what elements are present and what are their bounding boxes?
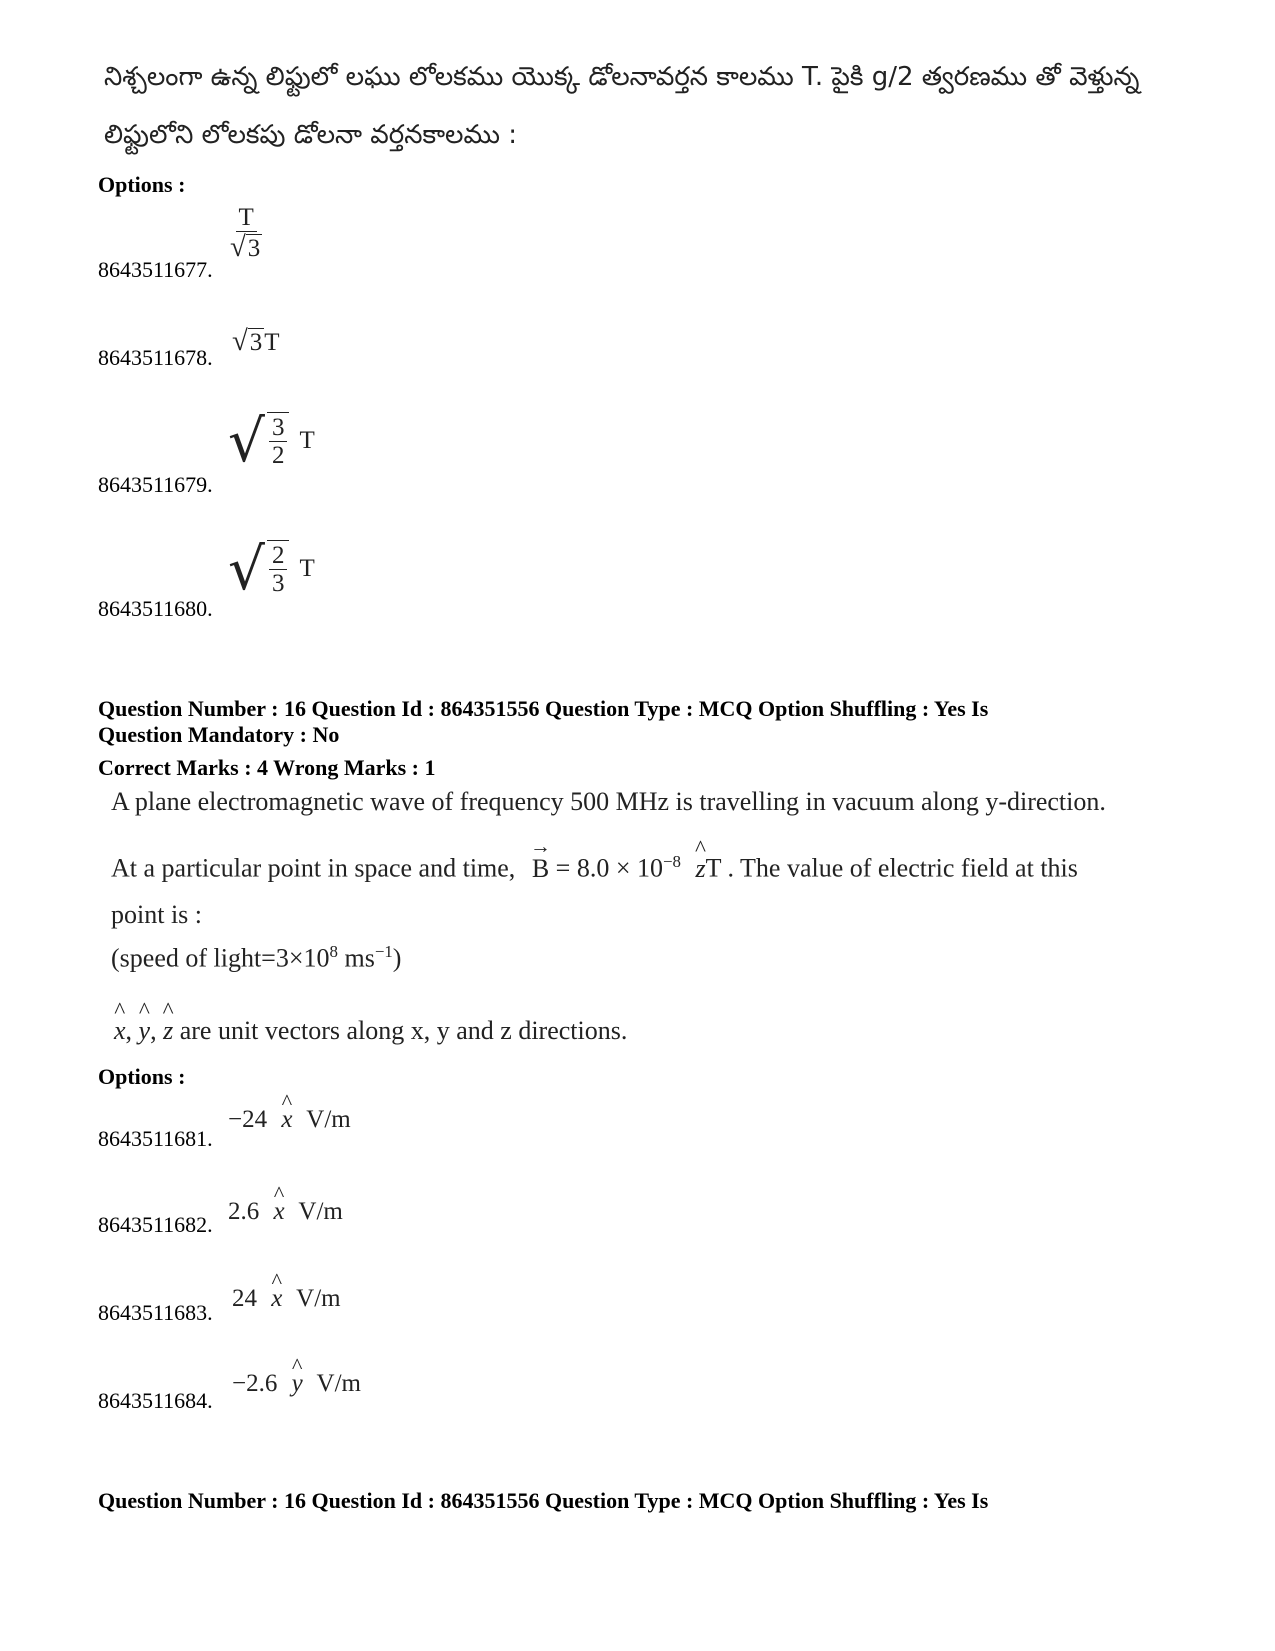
- option-value: [232, 1370, 361, 1398]
- sqrt-icon: √: [232, 325, 248, 357]
- body-text: ms: [337, 943, 375, 973]
- option-suffix: T: [299, 555, 315, 582]
- option-value: [228, 407, 315, 475]
- body-text: (speed of light=3×10: [111, 943, 330, 973]
- exponent: −1: [374, 942, 393, 961]
- unit-vector-x: ^ x: [114, 1016, 126, 1046]
- vector-b-symbol: → B: [532, 854, 549, 884]
- option-value: [230, 205, 262, 264]
- option-coef: 24: [232, 1285, 257, 1312]
- option-value: [232, 1285, 341, 1313]
- fraction-denominator: 2: [271, 442, 285, 470]
- sqrt-icon: √: [228, 535, 265, 603]
- option-suffix: V/m: [298, 1198, 343, 1225]
- option-suffix: V/m: [316, 1370, 361, 1397]
- fraction-denominator: 3: [247, 235, 261, 263]
- radicand: 3: [249, 329, 263, 356]
- option-id: 8643511684.: [98, 1388, 213, 1413]
- question-body-line3: point is :: [111, 900, 203, 929]
- unit-vector-z: ^ z: [695, 854, 705, 884]
- option-unit-vector: ^ x: [281, 1106, 292, 1134]
- body-text: ): [392, 943, 402, 973]
- options-label: Options :: [98, 172, 186, 197]
- exponent: 8: [329, 942, 338, 961]
- question-text-line1: నిశ్చలంగా ఉన్న లిఫ్టులో లఘు లోలకము యొక్క డోలనావర్తన కాలము T. పైకి g/2 త్వరణము తో వెళ్తున్న: [104, 62, 1140, 92]
- exponent: −8: [662, 852, 681, 871]
- next-question-meta-line1: Question Number : 16 Question Id : 864351556 Question Type : MCQ Option Shuffling : Yes Is: [98, 1488, 989, 1513]
- unit-vector-y: ^ y: [139, 1016, 151, 1046]
- option-unit-vector: ^ x: [274, 1198, 285, 1226]
- option-suffix: T: [299, 427, 315, 454]
- option-suffix: T: [264, 329, 280, 356]
- option-suffix: V/m: [306, 1106, 351, 1133]
- question-body-line2: [111, 852, 1078, 884]
- option-id: 8643511679.: [98, 472, 213, 497]
- options-label: Options :: [98, 1064, 186, 1089]
- option-value: [228, 1198, 343, 1226]
- option-value: [228, 535, 315, 603]
- question-body-line1: A plane electromagnetic wave of frequency 500 MHz is travelling in vacuum along y-direction.: [111, 787, 1106, 816]
- option-coef: −24: [228, 1106, 268, 1133]
- option-value: [232, 325, 280, 358]
- option-id: 8643511681.: [98, 1126, 213, 1151]
- fraction-numerator: T: [236, 205, 257, 232]
- question-meta-line2: Question Mandatory : No: [98, 722, 340, 747]
- option-unit-vector: ^ y: [292, 1370, 303, 1398]
- option-id: 8643511678.: [98, 345, 213, 370]
- sqrt-icon: √: [230, 231, 246, 264]
- body-text: are unit vectors along x, y and z directions.: [179, 1016, 628, 1045]
- sqrt-icon: √: [228, 407, 265, 475]
- option-id: 8643511682.: [98, 1212, 213, 1237]
- body-text: T . The value of electric field at this: [705, 853, 1078, 883]
- option-coef: 2.6: [228, 1198, 260, 1225]
- option-unit-vector: ^ x: [271, 1285, 282, 1313]
- unit-vector-z: ^ z: [163, 1016, 173, 1046]
- option-coef: −2.6: [232, 1370, 278, 1397]
- option-id: 8643511683.: [98, 1300, 213, 1325]
- option-value: [228, 1106, 351, 1134]
- option-suffix: V/m: [296, 1285, 341, 1312]
- option-id: 8643511680.: [98, 596, 213, 621]
- question-text-line2: లిఫ్టులోని లోలకపు డోలనా వర్తనకాలము :: [104, 120, 517, 150]
- question-meta-line1: Question Number : 16 Question Id : 864351556 Question Type : MCQ Option Shuffling : Yes Is: [98, 696, 989, 721]
- fraction-numerator: 2: [269, 543, 288, 570]
- question-body-line5: ^ x, ^ y, ^ z are unit vectors along x, y and z directions.: [114, 1016, 627, 1046]
- option-id: 8643511677.: [98, 257, 213, 282]
- fraction-denominator: 3: [271, 570, 285, 598]
- question-body-line4: [111, 942, 401, 974]
- body-text: At a particular point in space and time,: [111, 853, 516, 883]
- body-text: = 8.0 × 10: [555, 853, 663, 883]
- marks-line: Correct Marks : 4 Wrong Marks : 1: [98, 755, 436, 780]
- fraction-numerator: 3: [269, 415, 288, 442]
